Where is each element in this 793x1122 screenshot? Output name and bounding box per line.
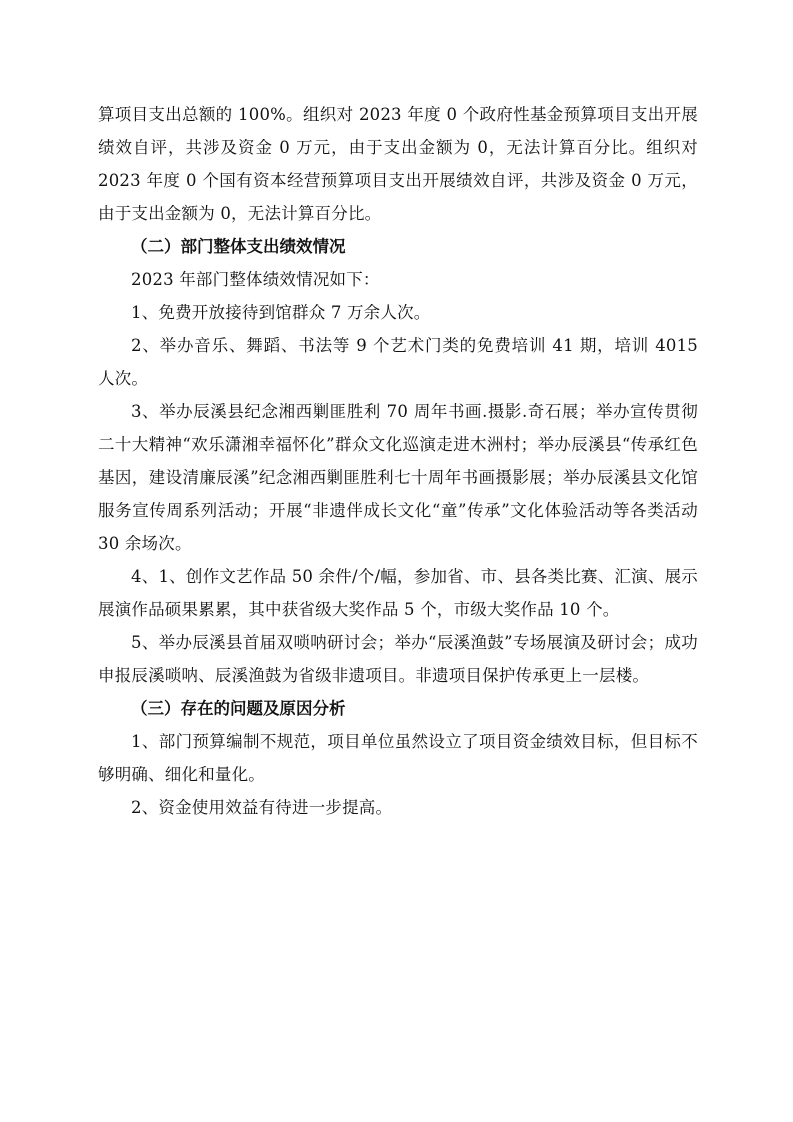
paragraph-item-2: 2、举办音乐、舞蹈、书法等 9 个艺术门类的免费培训 41 期，培训 4015 人次。 [98, 336, 698, 388]
paragraph-budget-summary: 算项目支出总额的 100%。组织对 2023 年度 0 个政府性基金预算项目支出开展绩效自评，共涉及资金 0 万元，由于支出金额为 0，无法计算百分比。组织对 2023 年度 0 个国有资本经营预算项目支出开展绩效自评，共涉及资金 0 万元，由于支出金额为 0，无法计算百分比。 [98, 105, 698, 223]
paragraph-item-4: 4、1、创作文艺作品 50 余件/个/幅，参加省、市、县各类比赛、汇演、展示展演作品硕果累累，其中获省级大奖作品 5 个，市级大奖作品 10 个。 [98, 567, 698, 619]
document-body [98, 98, 698, 824]
paragraph-item-3: 3、举办辰溪县纪念湘西剿匪胜利 70 周年书画.摄影.奇石展；举办宣传贯彻二十大精神“欢乐潇湘幸福怀化”群众文化巡演走进木洲村；举办辰溪县“传承红色基因，建设清廉辰溪”纪念湘西剿匪胜利七十周年书画摄影展；举办辰溪县文化馆服务宣传周系列活动；开展“非遗伴成长文化“童”传承”文化体验活动等各类活动 30 余场次。 [98, 402, 698, 553]
section-heading-problems: （三）存在的问题及原因分析 [131, 699, 346, 718]
paragraph-item-1: 1、免费开放接待到馆群众 7 万余人次。 [131, 303, 431, 322]
paragraph-problem-1: 1、部门预算编制不规范，项目单位虽然设立了项目资金绩效目标，但目标不够明确、细化和量化。 [98, 732, 698, 784]
paragraph-item-5: 5、举办辰溪县首届双唢呐研讨会；举办“辰溪渔鼓”专场展演及研讨会；成功申报辰溪唢呐、辰溪渔鼓为省级非遗项目。非遗项目保护传承更上一层楼。 [98, 633, 698, 685]
paragraph-performance-intro: 2023 年部门整体绩效情况如下： [131, 270, 380, 289]
section-heading-overall-performance: （二）部门整体支出绩效情况 [131, 237, 346, 256]
paragraph-problem-2: 2、资金使用效益有待进一步提高。 [131, 798, 393, 817]
